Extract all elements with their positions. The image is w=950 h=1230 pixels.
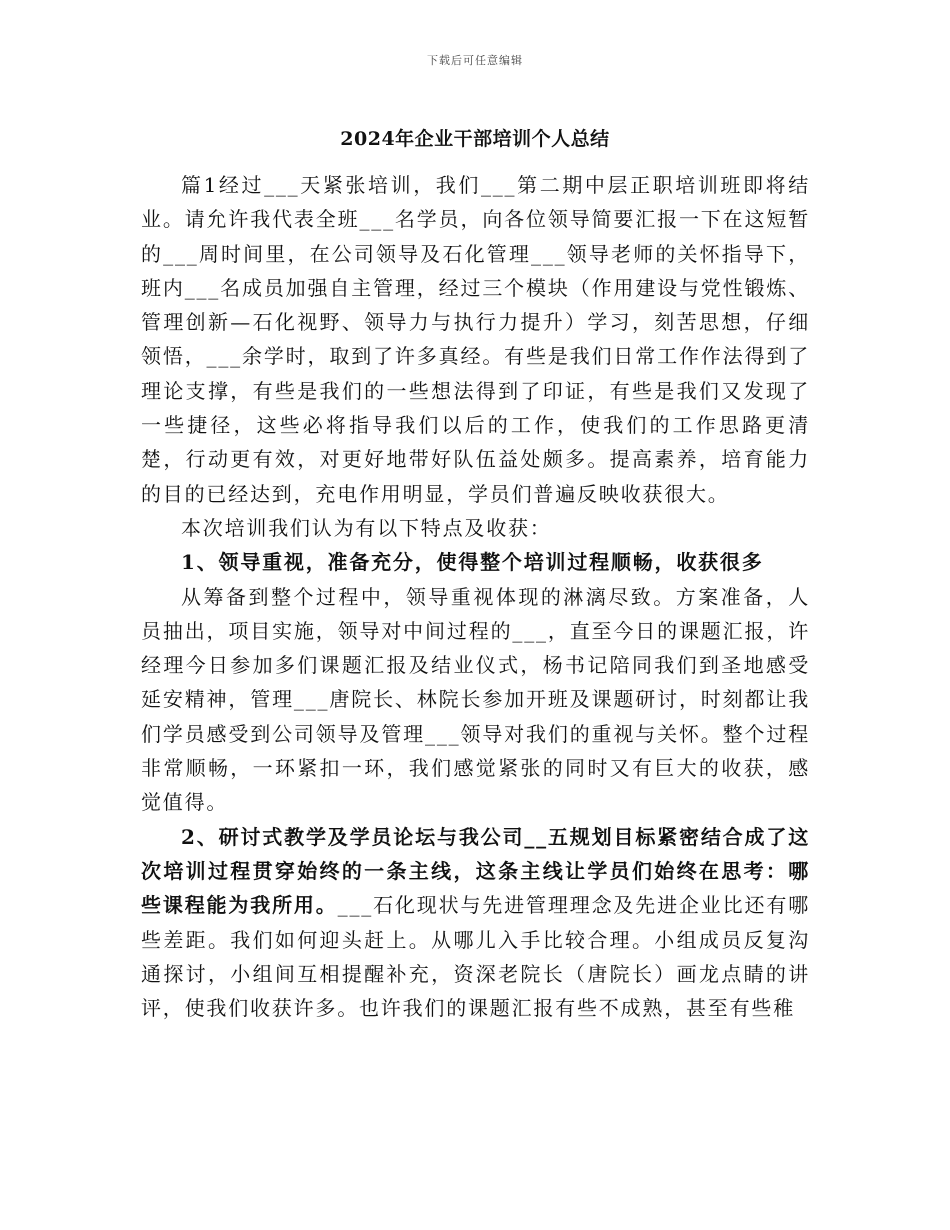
paragraph-section-2-text: ___石化现状与先进管理理念及先进企业比还有哪些差距。我们如何迎头赶上。从哪儿入手比较合理。小组成员反复沟通探讨，小组间互相提醒补充，资深老院长（唐院长）画龙点睛的讲评，使我们收获许多。也许我们的课题汇报有些不成熟，甚至有些稚 <box>141 893 810 1021</box>
paragraph-section-2 <box>141 820 810 1026</box>
document-body <box>141 168 810 1025</box>
section-heading-2: 2、研讨式教学及学员论坛与我公司__五规划目标紧密结合成了这次培训过程贯穿始终的一条主线，这条主线让学员们始终在思考：哪些课程能为我所用。 <box>141 824 810 918</box>
paragraph-intro: 篇1经过___天紧张培训，我们___第二期中层正职培训班即将结业。请允许我代表全班___名学员，向各位领导简要汇报一下在这短暂的___周时间里，在公司领导及石化管理___领导老师的关怀指导下，班内___名成员加强自主管理，经过三个模块（作用建设与党性锻炼、管理创新—石化视野、领导力与执行力提升）学习，刻苦思想，仔细领悟，___余学时，取到了许多真经。有些是我们日常工作作法得到了理论支撑，有些是我们的一些想法得到了印证，有些是我们又发现了一些捷径，这些必将指导我们以后的工作，使我们的工作思路更清楚，行动更有效，对更好地带好队伍益处颇多。提高素养，培育能力的目的已经达到，充电作用明显，学员们普遍反映收获很大。 <box>141 173 810 506</box>
header-note: 下载后可任意编辑 <box>427 54 523 67</box>
document-title: 2024年企业干部培训个人总结 <box>340 128 610 150</box>
section-heading-1: 1、领导重视，准备充分，使得整个培训过程顺畅，收获很多 <box>181 550 764 575</box>
paragraph-section-1: 从筹备到整个过程中，领导重视体现的淋漓尽致。方案准备，人员抽出，项目实施，领导对中间过程的___，直至今日的课题汇报，许经理今日参加多们课题汇报及结业仪式，杨书记陪同我们到圣地感受延安精神，管理___唐院长、林院长参加开班及课题研讨，时刻都让我们学员感受到公司领导及管理___领导对我们的重视与关怀。整个过程非常顺畅，一环紧扣一环，我们感觉紧张的同时又有巨大的收获，感觉值得。 <box>141 584 810 815</box>
paragraph-features-intro: 本次培训我们认为有以下特点及收获： <box>181 515 552 540</box>
